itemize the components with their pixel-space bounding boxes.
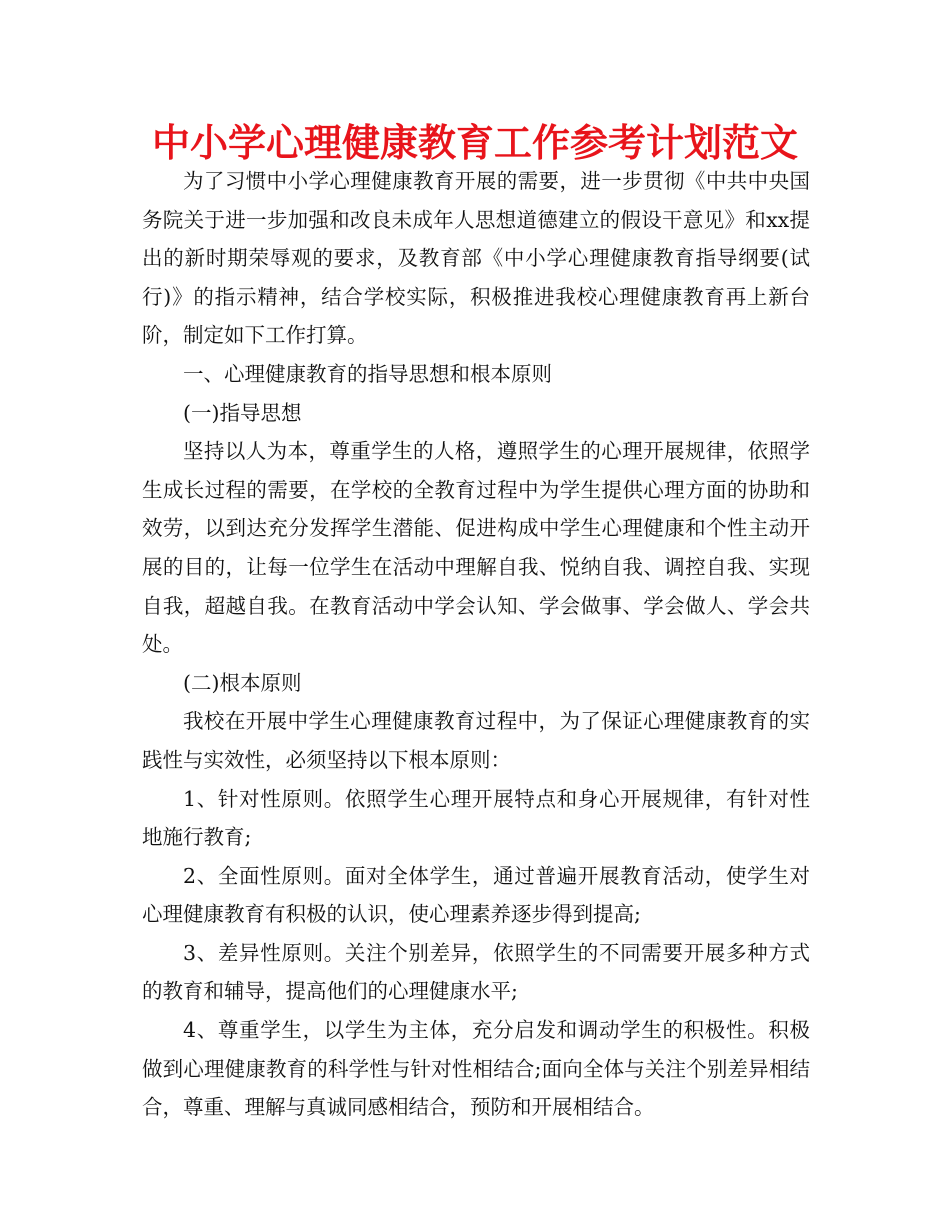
section-heading-1: 一、心理健康教育的指导思想和根本原则 — [183, 361, 552, 386]
principle-item-2: 2、全面性原则。面对全体学生，通过普遍开展教育活动，使学生对心理健康教育有积极的认识，使心理素养逐步得到提高; — [142, 863, 810, 927]
document-body — [142, 162, 810, 1127]
principle-item-3: 3、差异性原则。关注个别差异，依照学生的不同需要开展多种方式的教育和辅导，提高他们的心理健康水平; — [142, 940, 810, 1004]
paragraph-principles-intro: 我校在开展中学生心理健康教育过程中，为了保证心理健康教育的实践性与实效性，必须坚持以下根本原则： — [142, 709, 810, 772]
subsection-heading-basic-principles: (二)根本原则 — [183, 670, 302, 695]
paragraph-intro: 为了习惯中小学心理健康教育开展的需要，进一步贯彻《中共中央国务院关于进一步加强和改良未成年人思想道德建立的假设干意见》和xx提出的新时期荣辱观的要求，及教育部《中小学心理健康教育指导纲要(试行)》的指示精神，结合学校实际，积极推进我校心理健康教育再上新台阶，制定如下工作打算。 — [142, 169, 810, 348]
document-title: 中小学心理健康教育工作参考计划范文 — [151, 121, 798, 165]
principle-item-1: 1、针对性原则。依照学生心理开展特点和身心开展规律，有针对性地施行教育; — [142, 786, 810, 850]
subsection-heading-guiding-thought: (一)指导思想 — [183, 400, 302, 425]
principle-item-4: 4、尊重学生，以学生为主体，充分启发和调动学生的积极性。积极做到心理健康教育的科学性与针对性相结合;面向全体与关注个别差异相结合，尊重、理解与真诚同感相结合，预防和开展相结合。 — [142, 1018, 810, 1120]
paragraph-guiding-thought: 坚持以人为本，尊重学生的人格，遵照学生的心理开展规律，依照学生成长过程的需要，在学校的全教育过程中为学生提供心理方面的协助和效劳，以到达充分发挥学生潜能、促进构成中学生心理健康和个性主动开展的目的，让每一位学生在活动中理解自我、悦纳自我、调控自我、实现自我，超越自我。在教育活动中学会认知、学会做事、学会做人、学会共处。 — [142, 439, 810, 657]
